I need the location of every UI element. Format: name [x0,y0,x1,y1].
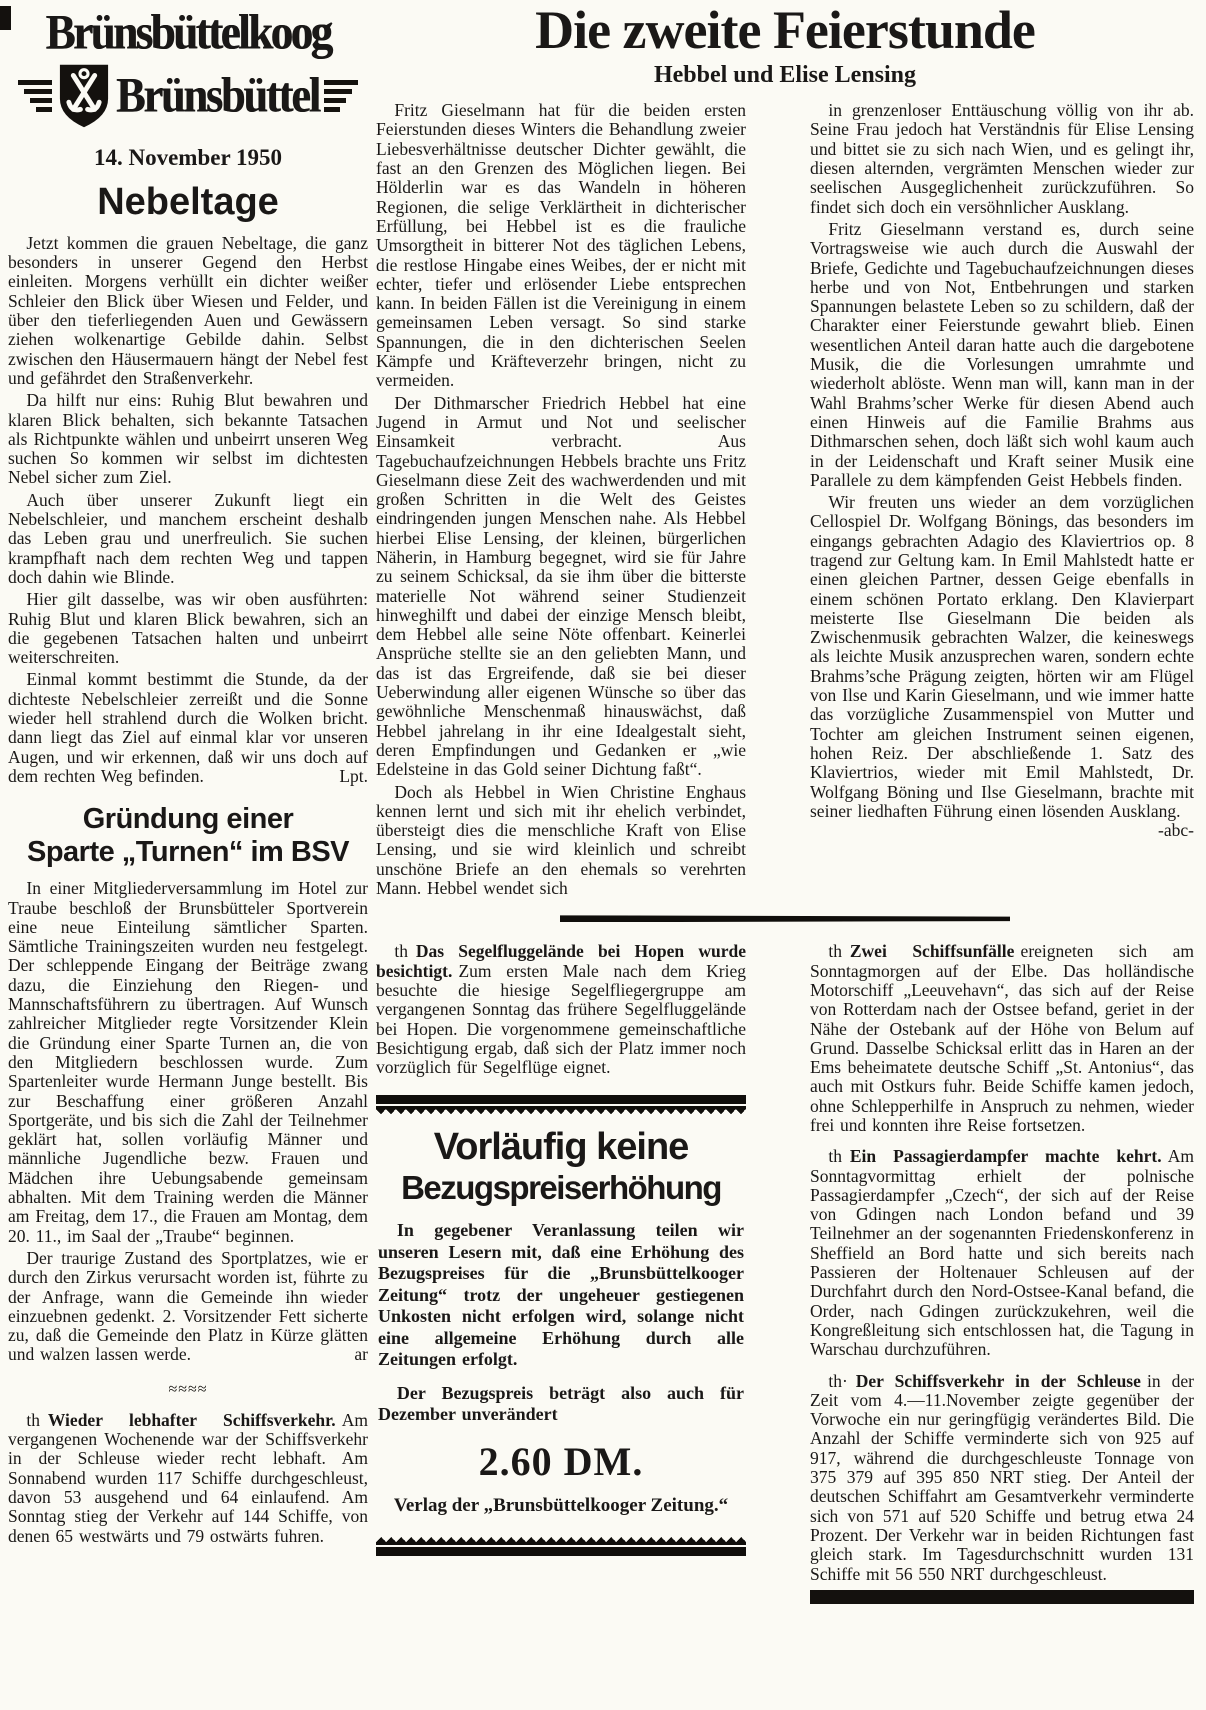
subscription-price-box [376,1095,746,1555]
paragraph: Fritz Gieselmann hat für die beiden ersten Feierstunden dieses Winters die Behandlung zweier Liebesverhältnisse deutscher Dichter gewählt, die fast an den Grenzen des Möglichen liegen. Bei Hölderlin war es das Wandeln in höheren Regionen, die selige Verklärtheit in dichterischer Erfüllung, bei Hebbel ist es die frauliche Umsorgtheit in bitterer Not des täglichen Lebens, die restlose Hingabe eines Weibes, der er nicht mit echter, tiefer und erlösender Liebe entsprechen kann. In beiden Fällen ist die Vereinigung in einem gemeinsamen Leben versagt. So sind starke Spannungen, die in den dichterischen Seelen Kämpfe und Kräfteverzehr bringen, nicht zu vermeiden. [376,100,746,391]
news-note-passagierdampfer [810,1147,1194,1359]
author-initials: ar [354,1344,368,1365]
paragraph: Der Bezugspreis beträgt also auch für Dezember unverändert [378,1382,744,1425]
title-line: Gründung einer [82,803,294,836]
paragraph: in grenzenloser Enttäuschung völlig von ihr ab. Seine Frau jedoch hat Verständnis für Elise Lensing und bittet sie zu sich nach Wien, und es gelingt ihr, diesen alternden, vergrämten Menschen wieder zur seelischen Ausgeglichenheit zurückzuführen. So findet sich doch ein versöhnlicher Ausklang. [810,100,1194,217]
masthead-title-line1: Brünsbüttelkoog [45,4,331,60]
title-line: Sparte „Turnen“ im BSV [26,836,350,869]
note-lead: Zwei Schiffsunfälle [849,941,1015,962]
note-text: Am Sonntagvormittag erhielt der polnische Passagierdampfer „Czech“, der sich auf der Reise von Gdingen nach London befand und 39 Teilnehmer an der sogenannten Friedenskonferenz in Sheffield an Bord hatte und sich bereits nach Passieren der Holtenauer Schleusen auf der Durchfahrt durch den Nord-Ostsee-Kanal befand, die Order, nach Gdingen zurückzukehren, weil die Kongreßleitung sich entschlossen hat, die Tagung in Warschau durchzuführen. [810,1146,1194,1360]
issue-date: 14. November 1950 [93,144,283,170]
paragraph: Fritz Gieselmann verstand es, durch seine Vortragsweise wie auch durch die Auswahl der Briefe, Gedichte und Tagebuchaufzeichnungen dieses herbe und von Not, Entbehrungen und starken Spannungen belastete Leben so zu schildern, daß der Charakter einer Feierstunde gewahrt blieb. Einen wesentlichen Anteil daran hatte auch die dargebotene Musik, die die Vorlesungen umrahmte und wiederholt ablöste. Wenn man will, kann man in der Wahl Brahms’scher Werke für diesen Abend auch einen Hinweis auf die Familie Brahms aus Dithmarschen sehen, doch läßt sich wohl kaum auch in der Leidenschaft und Kraft seiner Musik eine Parallele zu dem kämpfenden Geist Hebbels finden. [810,218,1194,490]
price-box-content [376,1114,746,1536]
paragraph: In einer Mitgliederversammlung im Hotel zur Traube beschloß der Brunsbütteler Sportverein eine neue Einteilung sämtlicher Sparten. Sämtliche Trainingszeiten wurden neu festgelegt. Der schleppende Eingang der Beiträge zwang dazu, die Einziehung den Riegen- und Mannschaftsführern zu übertragen. Auf Wunsch zahlreicher Mitglieder regte Vorsitzender Klein die Gründung einer Sparte Turnen an, die von den Mitgliedern beschlossen wurde. Zum Spartenleiter wurde Hermann Junge bestellt. Bis zur Beschaffung einer größeren Anzahl Sportgeräte, und bis sich die Zahl der Teilnehmer geklärt hat, sollen vorläufig Männer und männliche Jugendliche bezw. Frauen und Mädchen ihre Uebungsabende gemeinsam abhalten. Mit dem Training werden die Männer am Freitag, dem 17., die Frauen am Montag, dem 20. 11., im Saal der „Traube“ beginnen. [8,878,368,1246]
news-note-segelflug [376,942,746,1077]
paragraph: Auch über unserer Zukunft liegt ein Nebelschleier, und manchem erscheint deshalb das Leben grau und unerfreulich. Sie suchen krampfhaft nach dem rechten Weg und tappen doch dahin wie Blinde. [8,489,368,587]
author-initials: Lpt. [339,765,368,786]
speed-lines-left-icon [18,80,52,112]
note-lead: Der Schiffsverkehr in der Schleuse [855,1370,1141,1391]
masthead-emblem-row [8,63,368,129]
article-turnen [8,879,368,1364]
paragraph-text: Wir freuten uns wieder an dem vorzüglichen Cellospiel Dr. Wolfgang Bönings, das besonders im eingangs gebrachten Adagio des Klaviertrios op. 8 tragend zur Geltung kam. In Emil Mahlstedt hatte er einen gleichen Partner, dessen Geige ebenfalls in einem schönen Portato erklang. Den Klavierpart meisterte Ilse Gieselmann Die beiden als Zwischenmusik gebrachten Walzer, die keineswegs als leichte Musik anzusprechen waren, sondern echte Brahms’sche Prägung zeigten, hörten wir am Flügel von Ilse und Karin Gieselmann, und wie immer hatte das vorzügliche Zusammenspiel von Mutter und Tochter am gleichen Instrument seinen eigenen, hohen Reiz. Der abschließende 1. Satz des Klaviertrios, wieder mit Emil Mahlstedt, Dr. Wolfgang Böning und Ilse Gieselmann, brachte mit seiner liedhaften Führung einen lösenden Ausklang. [810,492,1194,821]
paragraph: Der Dithmarscher Friedrich Hebbel hat eine Jugend in Armut und Not und seelischer Einsamkeit verbracht. Aus Tagebuchaufzeichnungen Hebbels brachte uns Fritz Gieselmann diese Zeit des wachwerdenden und mit großen Schritten in die Welt des Geistes eindringenden jungen Menschen nahe. Als Hebbel hierbei Elise Lensing, der kleinen, bürgerlichen Näherin, in Hamburg begegnet, wird sie für Jahre zu seinem Schicksal, da sie ihm über die bitterste materielle Not während seiner Studienzeit hinweghilft und dabei der einzige Mensch bleibt, dem Hebbel alle seine Nöte offenbart. Keinerlei Ansprüche stellte sie an den geliebten Mann, und das ist das Ergreifende, daß sie bei dieser Ueberwindung aller eigenen Wünsche so über das gewöhnliche Menschenmaß hinauswächst, daß Hebbel jahrelang in ihr eine Idealgestalt sieht, deren Empfindungen und Gedanken er „wie Edelsteine in das Gold seiner Dichtung faßt“. [376,392,746,780]
news-note-schleusenverkehr [810,1372,1194,1584]
paragraph-text: Der traurige Zustand des Sportplatzes, wie er durch den Zirkus verursacht worden ist, führte zu der Anfrage, wann die Gemeinde ihn wieder einzuebnen gedenkt. 2. Vorsitzender Fett sicherte zu, daß die Gemeinde den Platz in Kürze glätten und walzen lassen werde. [8,1247,368,1365]
paragraph: In gegebener Veranlassung teilen wir unseren Lesern mit, daß eine Erhöhung des Bezugspreises für die „Brunsbüttelkooger Zeitung“ trotz der ungeheuer gestiegenen Unkosten nicht erfolgen wird, solange nicht eine allgemeine Erhöhung durch alle Zeitungen erfolgt. [378,1220,744,1370]
article-nebeltage [8,234,368,786]
note-text: ereigneten sich am Sonntagmorgen auf der Elbe. Das holländische Motorschiff „Leeuvehavn“, das sich auf der Reise von Rotterdam nach der Ostsee befand, geriet in der Nähe der Ostebank auf der Höhe von Belum auf Grund. Dasselbe Schicksal erlitt das in Haren an der Ems beheimatete deutsche Schiff „St. Antonius“, das auch mit Ostkurs fuhr. Beide Schiffe kamen jedoch, ohne Schlepperhilfe in Anspruch zu nehmen, wieder frei und konnten ihre Reise fortsetzen. [810,941,1194,1135]
article-end-rule [560,915,1010,922]
note-lead: Das Segelfluggelände bei Hopen wurde besichtigt. [376,941,746,981]
left-column [8,4,368,1549]
note-text: Zum ersten Male nach dem Krieg besuchte die hiesige Segelfliegergruppe am vergangenen Sonntag das frühere Segelfluggelände bei Hopen. Die vorgenommene gemeinschaftliche Besichtigung ergab, daß sich der Platz immer noch vorzüglich für Segelflüge eignet. [376,960,746,1078]
note-mark: th· [828,1370,848,1391]
article-title-turnen [8,803,368,869]
news-note-schiffsverkehr [8,1411,368,1546]
speed-lines-right-icon [324,80,358,112]
paragraph: Jetzt kommen die grauen Nebeltage, die ganz besonders in unserer Gegend den Herbst einleiten. Morgens verhüllt ein dichter weißer Schleier den Blick über Wiesen und Felder, und über den tieferliegenden Auen und Gewässern ziehen wolkenartige Gebilde dahin. Selbst zwischen den Häusermauern hängt der Nebel fest und gefährdet den Straßenverkehr. [8,232,368,388]
bottom-rule [810,1590,1194,1604]
note-text: Am vergangenen Wochenende war der Schiffsverkehr in der Schleuse wieder recht lebhaft. Am Sonnabend wurden 117 Schiffe durchgeschleust, davon 53 ausgehend und 64 einlaufend. Am Sonntag stieg der Verkehr auf 144 Schiffe, von denen 65 westwärts und 79 ostwärts fuhren. [8,1409,368,1546]
subscription-price: 2.60 DM. [478,1438,644,1484]
note-lead: Wieder lebhafter Schiffsverkehr. [47,1409,336,1430]
news-note-schiffsunfaelle [810,942,1194,1135]
lower-columns [376,942,1194,1604]
note-mark: th [26,1409,40,1430]
note-mark: th [828,941,842,962]
main-section [376,2,1194,1604]
paragraph [8,1249,368,1365]
middle-lower-column [376,942,746,1604]
squiggle-divider: ≈≈≈≈ [168,1380,208,1398]
note-lead: Ein Passagierdampfer machte kehrt. [849,1146,1162,1167]
box-top-bar [376,1095,746,1104]
publisher-line: Verlag der „Brunsbüttelkooger Zeitung.“ [393,1494,729,1516]
paragraph-text: Einmal kommt bestimmt die Stunde, da der dichteste Nebelschleier zerreißt und die Sonne wieder hell strahlend durch die Wolken bricht. dann liegt das Ziel auf einmal klar vor unseren Augen, und wir erkennen, daß wir uns doch auf dem rechten Weg befinden. [8,669,368,786]
right-lower-column [810,942,1194,1604]
paragraph: Doch als Hebbel in Wien Christine Enghaus kennen lernt und sich mit ihr ehelich verbindet, übersteigt dies die menschliche Kraft von Elise Lensing, und sie wird kleinlich und schreibt unschöne Briefe an den ehemals so verehrten Mann. Hebbel wendet sich [376,781,746,899]
masthead-title-line2: Brünsbüttel [116,67,319,123]
feierstunde-column-2 [810,101,1194,901]
feierstunde-columns [376,101,1194,901]
box-bottom-bar [376,1547,746,1556]
title-line: Bezugspreiserhöhung [401,1169,721,1207]
author-initials: -abc- [1158,820,1194,841]
box-triangle-border-down [376,1106,746,1114]
article-title-feierstunde: Die zweite Feierstunde [535,0,1035,60]
box-triangle-border-up [376,1537,746,1545]
article-title-nebeltage: Nebeltage [97,180,279,223]
article-subtitle-feierstunde: Hebbel und Elise Lensing [653,62,917,89]
title-line: Vorläufig keine [433,1126,689,1169]
note-mark: th [828,1146,842,1167]
paragraph [810,492,1194,841]
note-mark: th [394,941,408,962]
paragraph [8,670,368,786]
masthead [8,4,368,129]
paragraph: Hier gilt dasselbe, was wir oben ausführten: Ruhig Blut und klaren Blick bewahren, sich an die gegebenen Tatsachen halten und unbeirrt weiterschreiten. [8,589,368,668]
anchor-shield-icon [57,63,111,129]
paragraph: Da hilft nur eins: Ruhig Blut bewahren und klaren Blick behalten, sich bekannte Tatsachen als Richtpunkte wählen und unbeirrt unseren Weg suchen So kommen wir selbst im dichtesten Nebel sicher zum Ziel. [8,390,368,488]
left-news-notes [8,1411,368,1546]
note-text: in der Zeit vom 4.—11.November zeigte gegenüber der Vorwoche ein nur geringfügig verändertes Bild. Die Anzahl der Schiffe verminderte sich von 925 auf 917, während die durchgeschleuste Tonnage von 375 379 auf 395 850 NRT stieg. Der Anteil der deutschen Schiffahrt am Gesamtverkehr verminderte sich von 571 auf 520 Schiffe und betrug etwa 24 Prozent. Der Verkehr war in beiden Richtungen fast gleich stark. Im Tagesdurchschnitt wurden 131 Schiffe mit 56 550 NRT durchgeschleust. [810,1370,1194,1584]
feierstunde-column-1 [376,101,746,901]
price-box-title [378,1128,744,1208]
